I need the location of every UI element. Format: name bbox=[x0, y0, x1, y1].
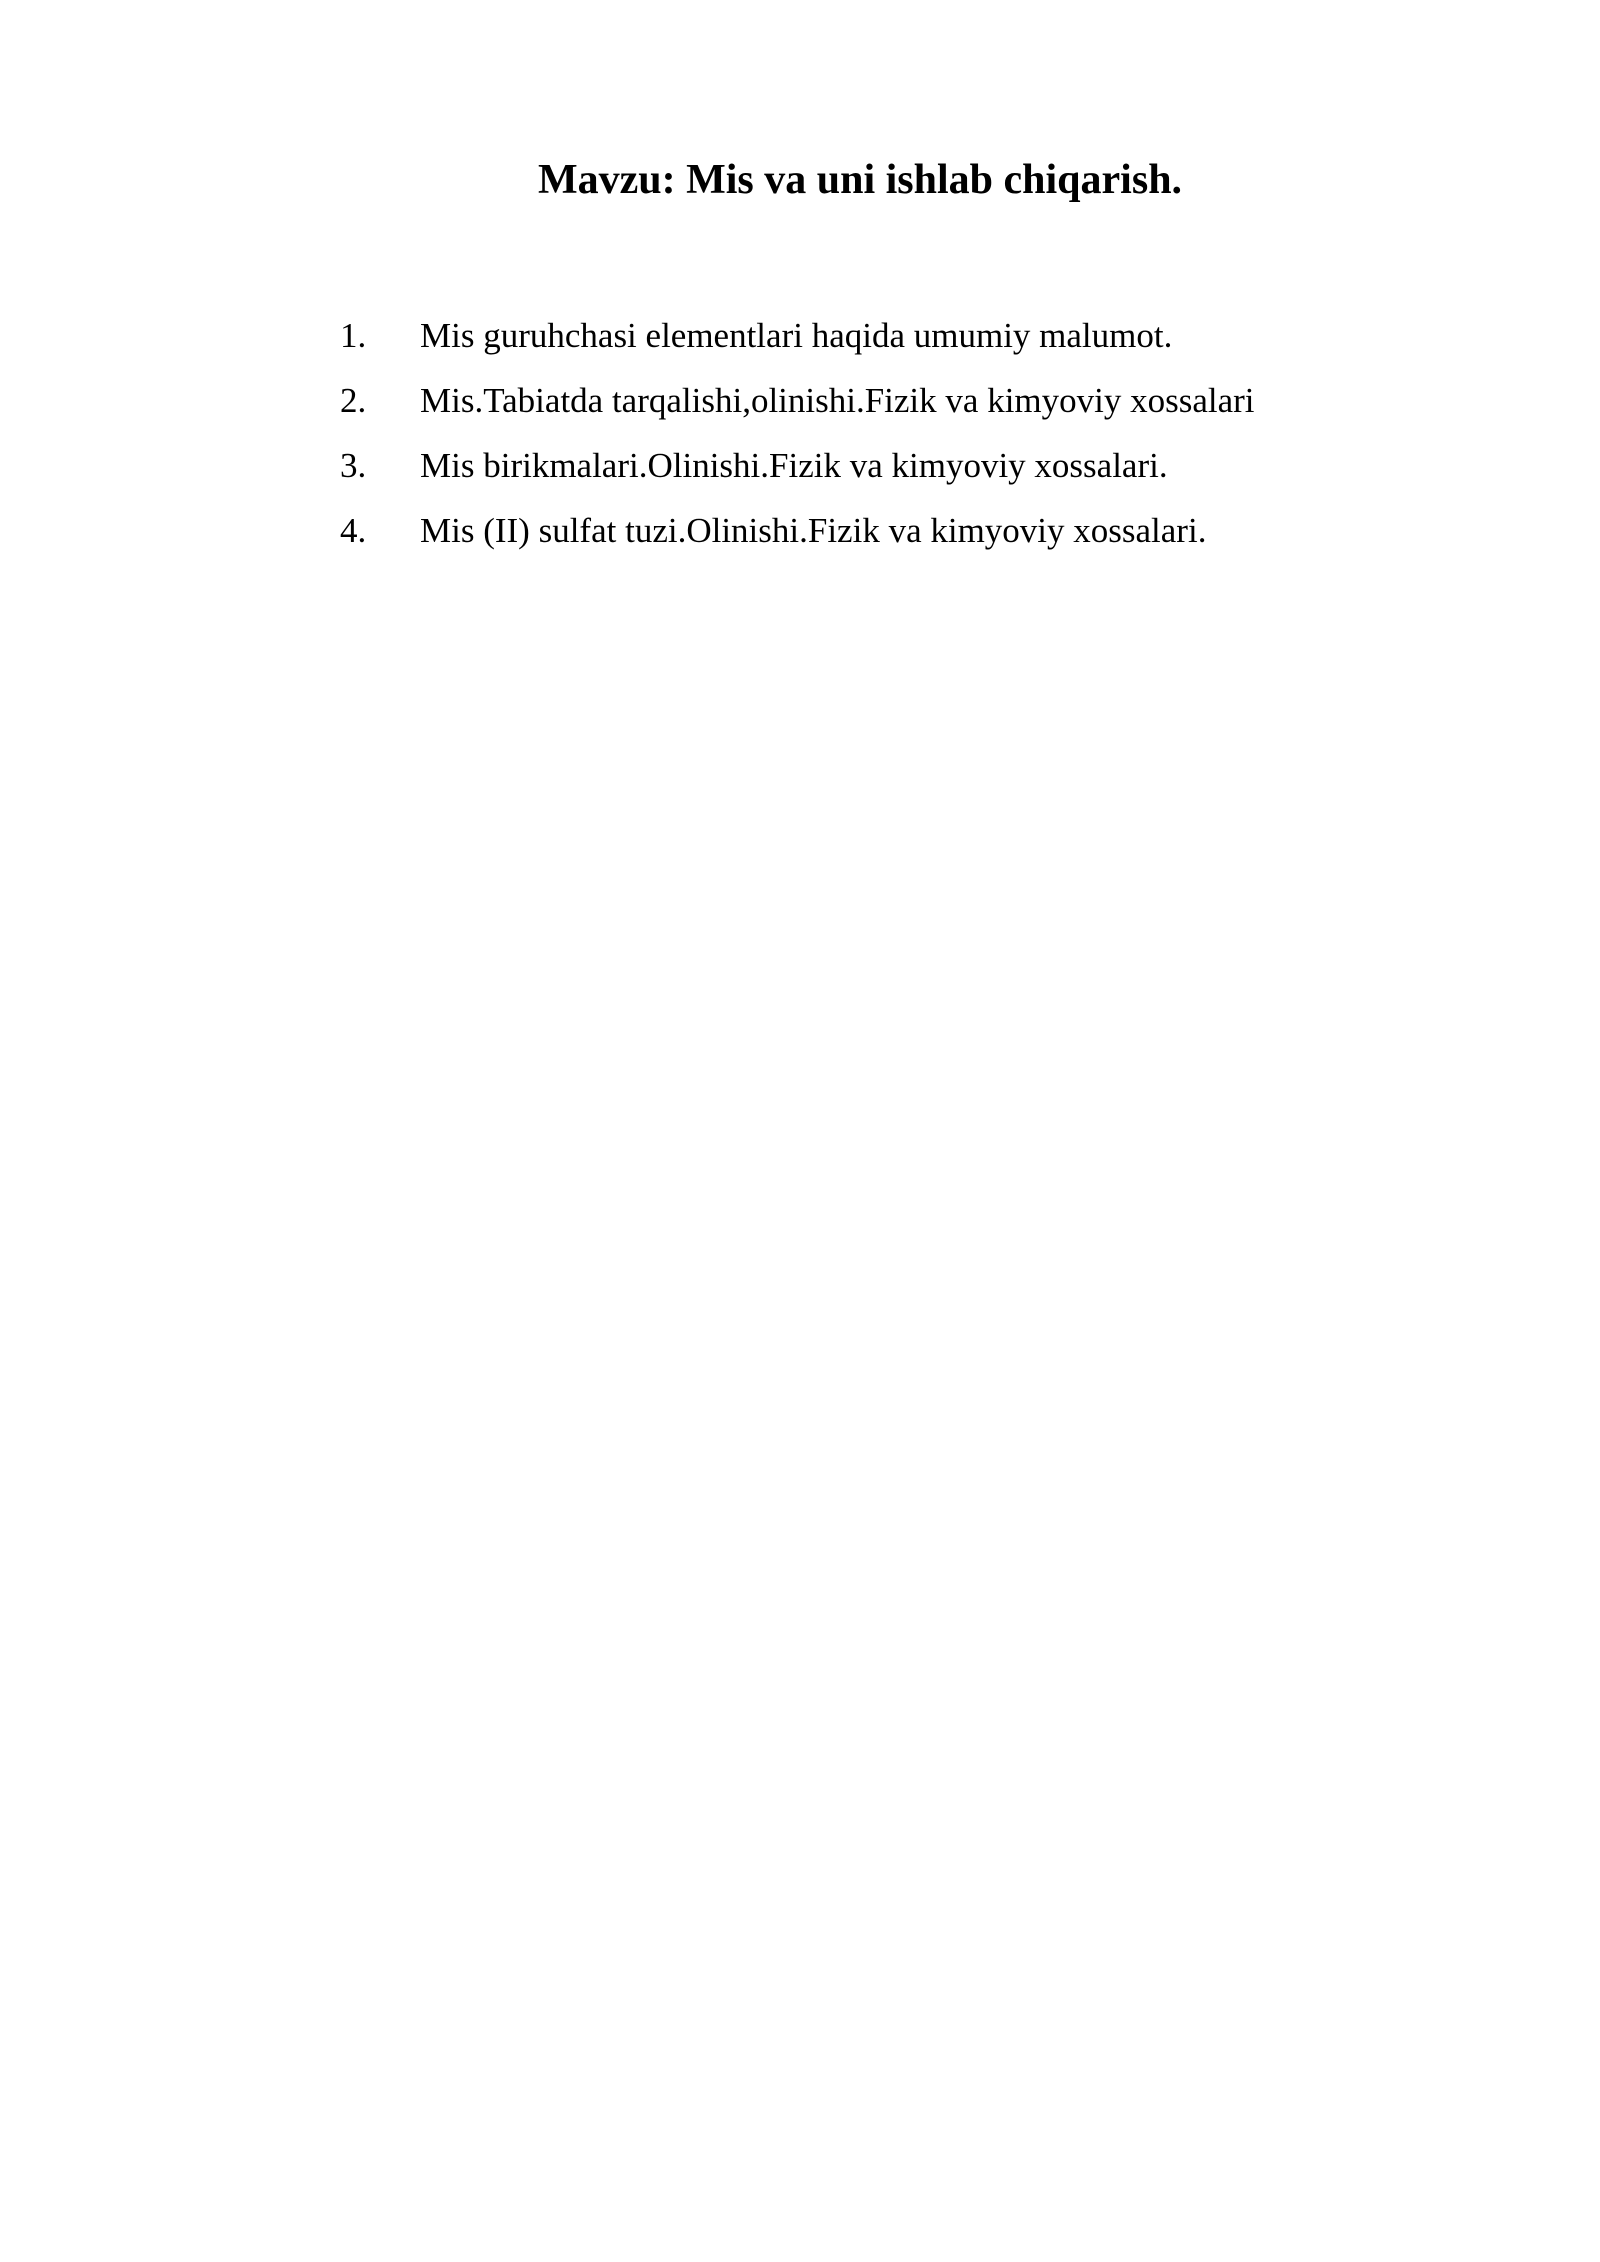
list-item bbox=[340, 438, 1520, 503]
topic-list bbox=[340, 308, 1520, 568]
list-item-number: 4. bbox=[340, 511, 367, 550]
list-item-text: Mis guruhchasi elementlari haqida umumiy malumot. bbox=[420, 316, 1173, 355]
list-item-text: Mis birikmalari.Olinishi.Fizik va kimyoviy xossalari. bbox=[420, 446, 1168, 485]
list-item-number: 3. bbox=[340, 446, 367, 485]
list-item bbox=[340, 503, 1520, 568]
list-item-number: 1. bbox=[340, 316, 367, 355]
page-title: Mavzu: Mis va uni ishlab chiqarish. bbox=[537, 157, 1183, 203]
list-item-text: Mis.Tabiatda tarqalishi,olinishi.Fizik va kimyoviy xossalari bbox=[420, 381, 1255, 420]
list-item-number: 2. bbox=[340, 381, 367, 420]
list-item bbox=[340, 373, 1520, 438]
list-item-text: Mis (II) sulfat tuzi.Olinishi.Fizik va kimyoviy xossalari. bbox=[420, 511, 1207, 550]
list-item bbox=[340, 308, 1520, 373]
